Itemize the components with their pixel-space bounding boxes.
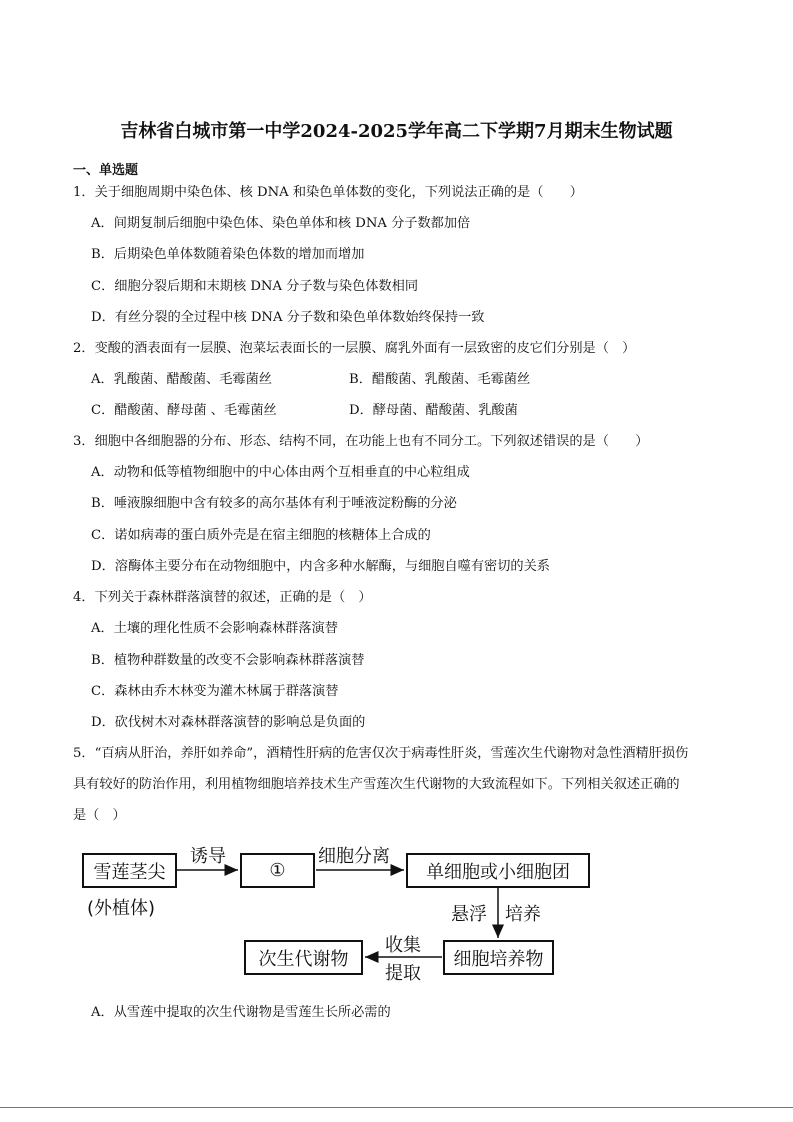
question-2-option-a: A．乳酸菌、醋酸菌、毛霉菌丝 bbox=[91, 372, 272, 387]
question-5-option-a: A．从雪莲中提取的次生代谢物是雪莲生长所必需的 bbox=[91, 1005, 391, 1020]
question-1-option-b: B．后期染色单体数随着染色体数的增加而增加 bbox=[91, 247, 365, 262]
question-1-option-c: C．细胞分裂后期和末期核 DNA 分子数与染色体数相同 bbox=[91, 279, 419, 294]
label-explant: (外植体) bbox=[87, 898, 156, 919]
label-cell-separation: 细胞分离 bbox=[318, 846, 390, 867]
box-secondary-metabolite: 次生代谢物 bbox=[244, 940, 363, 975]
label-induce: 诱导 bbox=[190, 846, 226, 867]
label-collect: 收集 bbox=[385, 935, 421, 956]
question-2-stem: 2．变酸的酒表面有一层膜、泡菜坛表面长的一层膜、腐乳外面有一层致密的皮它们分别是（ ） bbox=[73, 341, 636, 356]
question-2-option-c: C．醋酸菌、酵母菌 、毛霉菌丝 bbox=[91, 403, 277, 418]
box-cell-culture: 细胞培养物 bbox=[443, 940, 554, 975]
process-flow-diagram bbox=[80, 836, 600, 986]
question-3-stem: 3．细胞中各细胞器的分布、形态、结构不同，在功能上也有不同分工。下列叙述错误的是（ ） bbox=[73, 434, 649, 449]
question-5-stem-line-1: 5．“百病从肝治，养肝如养命”，酒精性肝病的危害仅次于病毒性肝炎，雪莲次生代谢物对急性酒精肝损伤 bbox=[73, 746, 689, 761]
label-culture: 培养 bbox=[505, 904, 541, 925]
question-3-option-b: B．唾液腺细胞中含有较多的高尔基体有利于唾液淀粉酶的分泌 bbox=[91, 496, 457, 511]
question-4-option-c: C．森林由乔木林变为灌木林属于群落演替 bbox=[91, 684, 339, 699]
page-title: 吉林省白城市第一中学2024-2025学年高二下学期7月期末生物试题 bbox=[120, 121, 673, 142]
question-4-option-a: A．土壤的理化性质不会影响森林群落演替 bbox=[91, 621, 338, 636]
box-snow-lotus-stem-tip: 雪莲茎尖 bbox=[82, 853, 177, 888]
question-2-option-b: B．醋酸菌、乳酸菌、毛霉菌丝 bbox=[349, 372, 531, 387]
box-step-1: ① bbox=[240, 853, 315, 888]
question-4-option-d: D．砍伐树木对森林群落演替的影响总是负面的 bbox=[91, 715, 366, 730]
question-5-stem-line-3: 是（ ） bbox=[73, 808, 126, 823]
question-4-option-b: B．植物种群数量的改变不会影响森林群落演替 bbox=[91, 653, 365, 668]
question-3-option-a: A．动物和低等植物细胞中的中心体由两个互相垂直的中心粒组成 bbox=[91, 465, 470, 480]
question-4-stem: 4．下列关于森林群落演替的叙述，正确的是（ ） bbox=[73, 590, 372, 605]
section-heading: 一、单选题 bbox=[73, 163, 139, 178]
label-suspension: 悬浮 bbox=[451, 904, 487, 925]
question-2-option-d: D．酵母菌、醋酸菌、乳酸菌 bbox=[349, 403, 518, 418]
question-1-stem: 1．关于细胞周期中染色体、核 DNA 和染色单体数的变化，下列说法正确的是（ ） bbox=[73, 185, 583, 200]
question-1-option-d: D．有丝分裂的全过程中核 DNA 分子数和染色单体数始终保持一致 bbox=[91, 310, 485, 325]
question-1-option-a: A．间期复制后细胞中染色体、染色单体和核 DNA 分子数都加倍 bbox=[91, 216, 471, 231]
question-5-stem-line-2: 具有较好的防治作用，利用植物细胞培养技术生产雪莲次生代谢物的大致流程如下。下列相关叙述正确的 bbox=[73, 777, 680, 792]
page-bottom-divider bbox=[0, 1107, 793, 1108]
box-single-cell-or-cluster: 单细胞或小细胞团 bbox=[406, 853, 590, 888]
question-3-option-c: C．诺如病毒的蛋白质外壳是在宿主细胞的核糖体上合成的 bbox=[91, 528, 431, 543]
question-3-option-d: D．溶酶体主要分布在动物细胞中，内含多种水解酶，与细胞自噬有密切的关系 bbox=[91, 559, 550, 574]
label-extract: 提取 bbox=[385, 963, 421, 984]
